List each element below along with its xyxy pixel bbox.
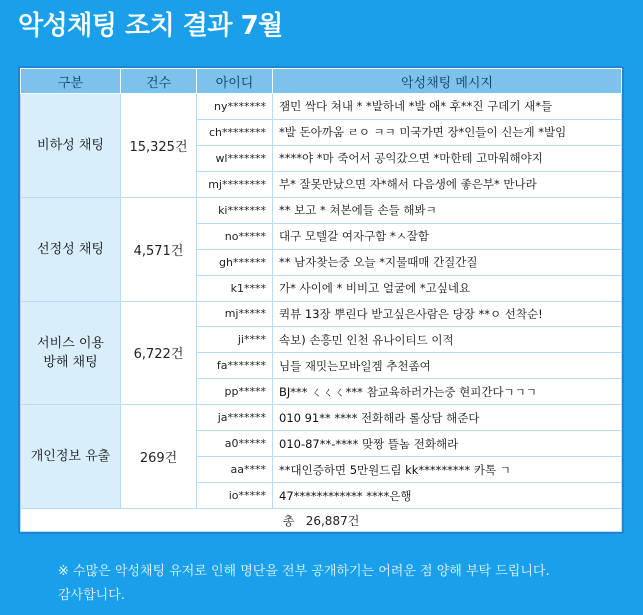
chat-message: 퀵뷰 13장 뿌린다 받고싶은사람은 당장 **ㅇ 선착순! [273, 301, 622, 327]
user-id: mj******** [197, 171, 273, 197]
category-cell: 개인정보 유출 [21, 405, 121, 509]
total-count: 총 26,887건 [21, 509, 622, 532]
chat-message: ****야 *마 죽어서 공익갔으면 *마한테 고마워해야지 [273, 145, 622, 171]
user-id: aa**** [197, 457, 273, 483]
table-row [21, 197, 622, 223]
user-id: io***** [197, 483, 273, 509]
total-row [21, 509, 622, 532]
user-id: ji**** [197, 327, 273, 353]
user-id: ch******** [197, 119, 273, 145]
user-id: no***** [197, 223, 273, 249]
user-id: gh****** [197, 249, 273, 275]
header-category: 구분 [21, 69, 121, 94]
chat-message: 님들 재밋는모바일겜 추천좀여 [273, 353, 622, 379]
chat-message: 속보) 손흥민 인천 유나이티드 이적 [273, 327, 622, 353]
chat-message: **대인증하면 5만원드림 kk********* 카톡 ㄱ [273, 457, 622, 483]
category-line: 서비스 이용 [37, 335, 104, 351]
page-title: 악성채팅 조치 결과 7월 [18, 11, 283, 41]
chat-message: BJ*** ㄑㄑㄑ*** 참교육하러가는중 현피간다ㄱㄱㄱ [273, 379, 622, 405]
table-row [21, 405, 622, 431]
user-id: fa******* [197, 353, 273, 379]
chat-message: 부* 잘못만났으면 자*해서 다음생에 좋은부* 만나라 [273, 171, 622, 197]
category-cell: 비하성 채팅 [21, 94, 121, 198]
table-row [21, 301, 622, 327]
footnote-line: ※ 수많은 악성채팅 유저로 인해 명단을 전부 공개하기는 어려운 점 양해 부탁 드립니다. [58, 564, 550, 579]
user-id: pp***** [197, 379, 273, 405]
header-message: 악성채팅 메시지 [273, 69, 622, 94]
user-id: ki******* [197, 197, 273, 223]
user-id: ja******* [197, 405, 273, 431]
user-id: mj***** [197, 301, 273, 327]
results-table [18, 66, 624, 534]
count-cell: 15,325건 [121, 94, 197, 198]
user-id: k1**** [197, 275, 273, 301]
footnote [58, 560, 618, 608]
category-line: 방해 채팅 [43, 354, 98, 370]
category-cell: 선정성 채팅 [21, 197, 121, 301]
user-id: ny******* [197, 94, 273, 120]
count-cell: 4,571건 [121, 197, 197, 301]
table-header-row [21, 69, 622, 94]
user-id: a0***** [197, 431, 273, 457]
category-cell [21, 301, 121, 405]
chat-message: 가* 사이에 * 비비고 얼굴에 *고싶네요 [273, 275, 622, 301]
chat-message: 010 91** **** 전화해라 롤상담 해준다 [273, 405, 622, 431]
chat-message: 47************ ****은행 [273, 483, 622, 509]
user-id: wl******* [197, 145, 273, 171]
chat-message: 대구 모텔갈 여자구함 *ㅅ잘함 [273, 223, 622, 249]
table-row [21, 94, 622, 120]
count-cell: 6,722건 [121, 301, 197, 405]
chat-message: *발 돈아까움 ㄹㅇ ㅋㅋ 미국가면 장*인들이 신는게 *발임 [273, 119, 622, 145]
chat-message: 010-87**-**** 맞짱 뜰놈 전화해라 [273, 431, 622, 457]
count-cell: 269건 [121, 405, 197, 509]
chat-message: ** 보고 * 쳐본에들 손들 해봐ㅋ [273, 197, 622, 223]
header-id: 아이디 [197, 69, 273, 94]
chat-message: ** 남자찾는중 오늘 *지물때매 간질간질 [273, 249, 622, 275]
header-count: 건수 [121, 69, 197, 94]
footnote-line: 감사합니다. [58, 588, 125, 603]
chat-message: 잼민 싹다 쳐내 * *발하네 *발 애* 후**진 구데기 새*들 [273, 94, 622, 120]
